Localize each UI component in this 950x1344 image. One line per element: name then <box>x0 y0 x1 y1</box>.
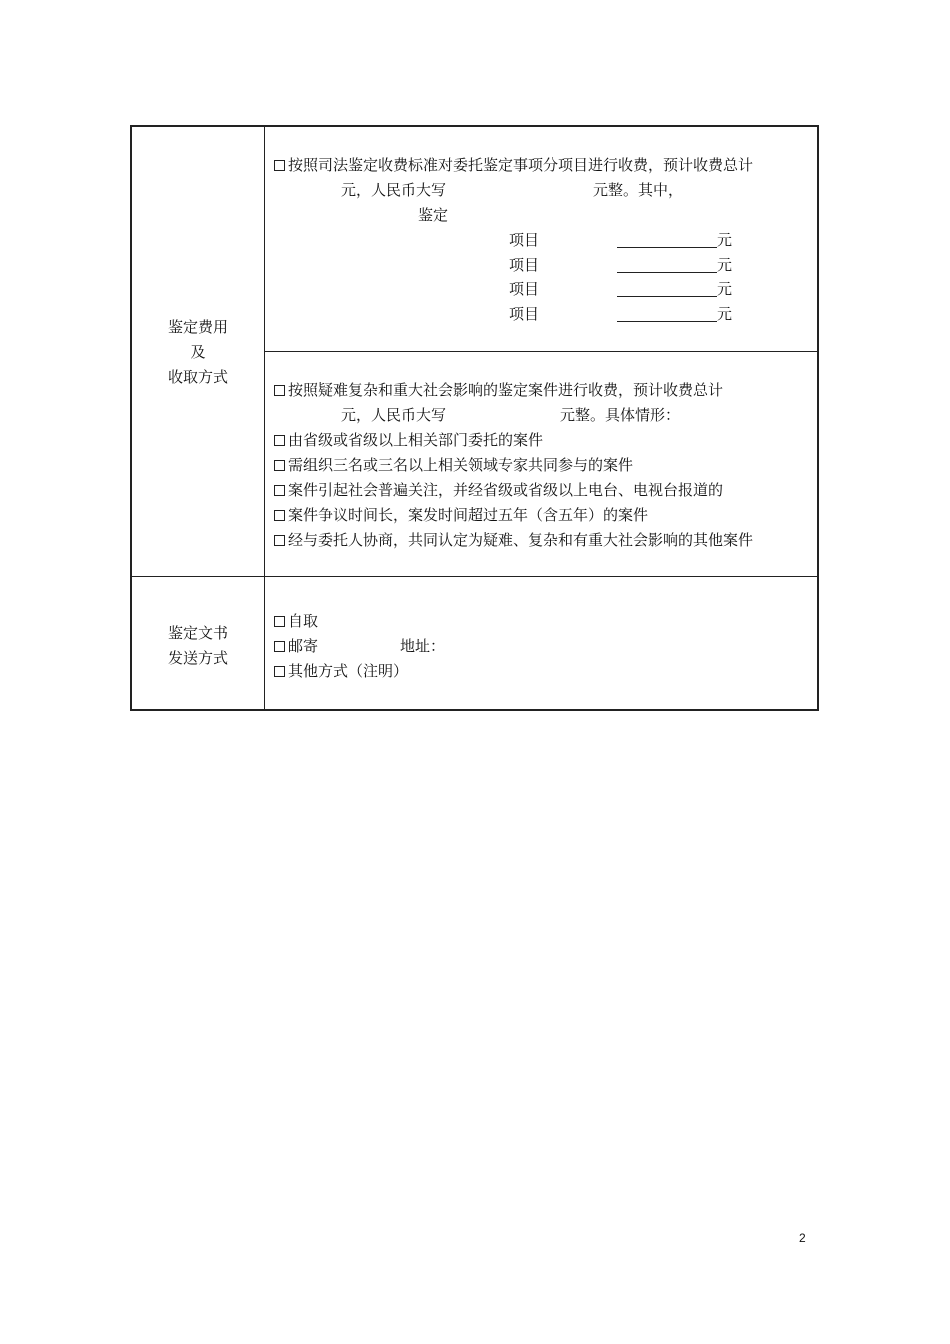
delivery-row-label: 鉴定文书 发送方式 <box>167 624 228 667</box>
page-number: 2 <box>799 1231 806 1245</box>
amount-blank[interactable] <box>617 257 717 273</box>
fee-item-row: 项目 <box>509 231 540 249</box>
fee-item-row: 项目 <box>509 256 540 274</box>
appraisal-form-table <box>130 125 819 711</box>
standard-fee-total-line: 元，人民币大写 <box>341 181 447 199</box>
column-divider <box>264 127 265 709</box>
complex-case-option[interactable]: 案件争议时间长，案发时间超过五年（含五年）的案件 <box>274 505 648 525</box>
fee-item-amount[interactable]: 元 <box>617 304 732 324</box>
amount-blank[interactable] <box>617 281 717 297</box>
complex-case-option[interactable]: 案件引起社会普遍关注，并经省级或省级以上电台、电视台报道的 <box>274 480 723 500</box>
checkbox[interactable] <box>274 435 285 446</box>
checkbox[interactable] <box>274 666 285 677</box>
complex-fee-total-line-end: 元整。具体情形： <box>560 406 681 424</box>
complex-case-option[interactable]: 经与委托人协商，共同认定为疑难、复杂和有重大社会影响的其他案件 <box>274 530 753 550</box>
checkbox[interactable] <box>274 510 285 521</box>
standard-fee-total-line-end: 元整。其中， <box>593 181 684 199</box>
row-divider-sub <box>264 351 817 352</box>
fee-row-label: 鉴定费用 及 收取方式 <box>167 318 228 386</box>
checkbox[interactable] <box>274 485 285 496</box>
checkbox[interactable] <box>274 385 285 396</box>
checkbox[interactable] <box>274 160 285 171</box>
amount-blank[interactable] <box>617 306 717 322</box>
delivery-other[interactable]: 其他方式（注明） <box>274 661 408 681</box>
complex-case-option[interactable]: 由省级或省级以上相关部门委托的案件 <box>274 430 543 450</box>
complex-fee-total-line: 元，人民币大写 <box>341 406 447 424</box>
row-divider <box>132 576 817 577</box>
delivery-mail[interactable]: 邮寄 <box>274 636 318 656</box>
appraisal-label: 鉴定 <box>418 206 449 224</box>
delivery-self-pickup[interactable]: 自取 <box>274 611 318 631</box>
fee-item-row: 项目 <box>509 280 540 298</box>
standard-fee-option[interactable]: 按照司法鉴定收费标准对委托鉴定事项分项目进行收费，预计收费总计 <box>274 155 753 175</box>
checkbox[interactable] <box>274 641 285 652</box>
complex-case-option[interactable]: 需组织三名或三名以上相关领域专家共同参与的案件 <box>274 455 633 475</box>
checkbox[interactable] <box>274 616 285 627</box>
fee-item-row: 项目 <box>509 305 540 323</box>
fee-item-amount[interactable]: 元 <box>617 279 732 299</box>
mail-address-label: 地址： <box>400 637 446 655</box>
checkbox[interactable] <box>274 535 285 546</box>
complex-fee-option[interactable]: 按照疑难复杂和重大社会影响的鉴定案件进行收费，预计收费总计 <box>274 380 723 400</box>
amount-blank[interactable] <box>617 232 717 248</box>
fee-item-amount[interactable]: 元 <box>617 230 732 250</box>
checkbox[interactable] <box>274 460 285 471</box>
fee-item-amount[interactable]: 元 <box>617 255 732 275</box>
